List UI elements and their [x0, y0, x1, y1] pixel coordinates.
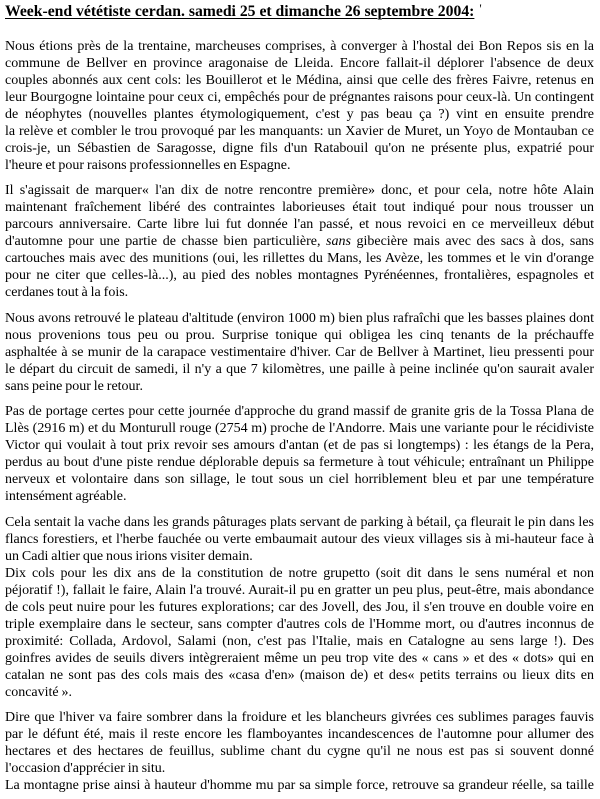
text-segment: gibecière mais avec des sacs à dos, sans: [350, 234, 594, 249]
paragraph: [5, 777, 594, 794]
text-line: pour ne citer que celles-là...), au pied des nobles montagnes Pyrénéennes, frontalières, espagnoles et: [5, 268, 594, 283]
text-segment: d'automne pour une partie de chasse bien particulière,: [5, 234, 327, 249]
text-line: Il s'agissait de marquer« l'an dix de notre rencontre première» donc, et pour cela, notre hôte Alain: [5, 183, 594, 198]
text-line: [5, 233, 594, 250]
text-line: hectares et des hectares de feuillus, sublime chant du cygne qu'il ne nous est pas si souvent donné: [5, 744, 594, 759]
text-line: de cols peut nuire pour les futures explorations; car des Jovell, des Jou, il s'en trouve en double voire en: [5, 599, 594, 615]
paragraph-group: [5, 310, 594, 395]
paragraph: [5, 182, 594, 301]
text-line: leur Bourgogne lointaine pour ceux ci, empêchés pour de prégnantes raisons pour ceux-là. Un contingent: [5, 89, 594, 105]
text-line: intensément agréable.: [5, 489, 127, 504]
paragraph: [5, 38, 594, 174]
text-line: péjoratif !), fallait le faire, Alain l'a trouvé. Aurait-il pu en gratter un peu plus, peut-être, mais abondance: [5, 582, 594, 598]
text-line: Cela sentait la vache dans les grands pâturages plats servant de parking à bétail, ça fleurait le pin dans les: [5, 514, 594, 530]
text-line: parcours anniversaire. Carte libre lui fut donnée l'an passé, et nous revoici en ce merveilleux début: [5, 217, 594, 232]
text-line: cartouches mais avec des munitions (oui, les rillettes du Mans, les Avèze, les tommes et le vin d'orange: [5, 251, 594, 266]
text-line: Nous étions près de la trentaine, marcheuses comprises, à converger à l'hostal dei Bon Repos sis en la: [5, 38, 594, 54]
paragraph-group: [5, 403, 594, 505]
text-line: flancs forestiers, et l'herbe fauchée ou verte embaumait autour des vieux villages sis à mi-hauteur face à: [5, 531, 594, 547]
title-row: [5, 3, 482, 21]
text-line: nerveux et volontaire dans son sillage, le tout sous un ciel horriblement bleu et par une température: [5, 472, 594, 487]
text-line: un Cadi altier que nous irions visiter demain.: [5, 548, 253, 564]
text-line: goinfres avides de seuils divers intègreraient même un peu trop vite des « cans » et des « dots» qui en: [5, 650, 594, 666]
text-line: Dix cols pour les dix ans de la constitution de notre grupetto (soit dit dans le sens numéral et non: [5, 565, 594, 581]
text-line: nous provenions tous peu ou prou. Surprise tonique qui obligea les cinq tenants de la préchauffe: [5, 327, 594, 343]
text-line: Llès (2916 m) et du Monturull rouge (2754 m) proche de l'Andorre. Mais une variante pour le récidiviste: [5, 421, 594, 436]
text-line: perdus au bout d'une piste rendue déplorable depuis sa fermeture à tout véhicule; entraînant un Philippe: [5, 455, 594, 470]
text-line: le départ du circuit de samedi, il n'y a que 7 kilomètres, une paille à peine inclinée qu'on saurait avaler: [5, 361, 594, 377]
document-title: Week-end vététiste cerdan. samedi 25 et dimanche 26 septembre 2004:: [5, 3, 475, 20]
paragraph: [5, 565, 594, 701]
text-line: de néophytes (nouvelles plantes étymologiquement, c'est y pas beau ça ?) vint en ensuite prendre: [5, 106, 594, 122]
text-line: couples abonnés aux cent cols: les Bouillerot et le Médina, ainsi que celle des frères Faivre, retenus en: [5, 72, 594, 88]
text-line: sans peine pour le retour.: [5, 378, 143, 394]
paragraph: [5, 709, 594, 777]
text-line: Pas de portage certes pour cette journée d'approche du grand massif de granite gris de la Tossa Plana de: [5, 404, 594, 419]
text-line: commune de Bellver en province aragonaise de Lleida. Encore fallait-il déplorer l'absence de deux: [5, 55, 594, 71]
text-line: Nous avons retrouvé le plateau d'altitude (environ 1000 m) bien plus rafraîchi que les basses plaines dont: [5, 310, 594, 326]
paragraph: [5, 310, 594, 395]
text-line: Dire que l'hiver va faire sombrer dans la froidure et les blancheurs givrées ces sublimes parages fauvis: [5, 710, 594, 725]
text-line: triple exemplaire dans le secteur, sans compter d'autres cols de l'Homme mort, ou d'autres inconnus de: [5, 616, 594, 632]
text-line: crois-je, un Sébastien de Saragosse, digne fils d'un Ratabouil qu'on ne présente plus, expatrié pour: [5, 140, 594, 156]
paragraph: [5, 403, 594, 505]
paragraph-group: [5, 182, 594, 301]
text-line: l'occasion d'apprécier in situ.: [5, 761, 166, 776]
text-line: asphaltée à se munir de la carapace vestimentaire d'hiver. Car de Bellver à Martinet, lieu pressenti pour: [5, 344, 594, 360]
text-line: cerdanes tout à la fois.: [5, 285, 129, 300]
emphasis-word: sans: [326, 234, 351, 249]
text-line: par le défunt été, mais il reste encore les flamboyantes incandescences de l'automne pour allumer des: [5, 727, 594, 742]
paragraph: [5, 514, 594, 565]
paragraph-group: [5, 514, 594, 701]
text-line: Victor qui voulait à tout prix revoir ses amours d'antan (et de pas si longtemps) : les étangs de la Pera,: [5, 438, 594, 453]
document-body: [5, 38, 594, 795]
text-line: proximité: Collada, Ardovol, Salami (non, c'est pas l'Italie, mais en Catalogne au sens large !). Des: [5, 633, 594, 649]
paragraph-group: [5, 709, 594, 794]
text-line: la relève et combler le trou provoqué par les manquants: un Xavier de Muret, un Yoyo de Montauban ce: [5, 123, 594, 139]
text-line: La montagne prise ainsi à hauteur d'homme mu par sa simple force, retrouve sa grandeur réelle, sa taille: [5, 778, 594, 793]
title-mark: ': [479, 1, 482, 16]
text-line: l'heure et pour raisons professionnelles en Espagne.: [5, 157, 291, 173]
paragraph-group: [5, 38, 594, 174]
text-line: concavité ».: [5, 684, 73, 700]
text-line: maintenant fraîchement libéré des contraintes laborieuses était tout indiqué pour nous trousser un: [5, 200, 594, 215]
text-line: catalan ne sont pas des cols mais des «casa d'en» (maison de) et des« petits terrains ou lieux dits en: [5, 667, 594, 683]
